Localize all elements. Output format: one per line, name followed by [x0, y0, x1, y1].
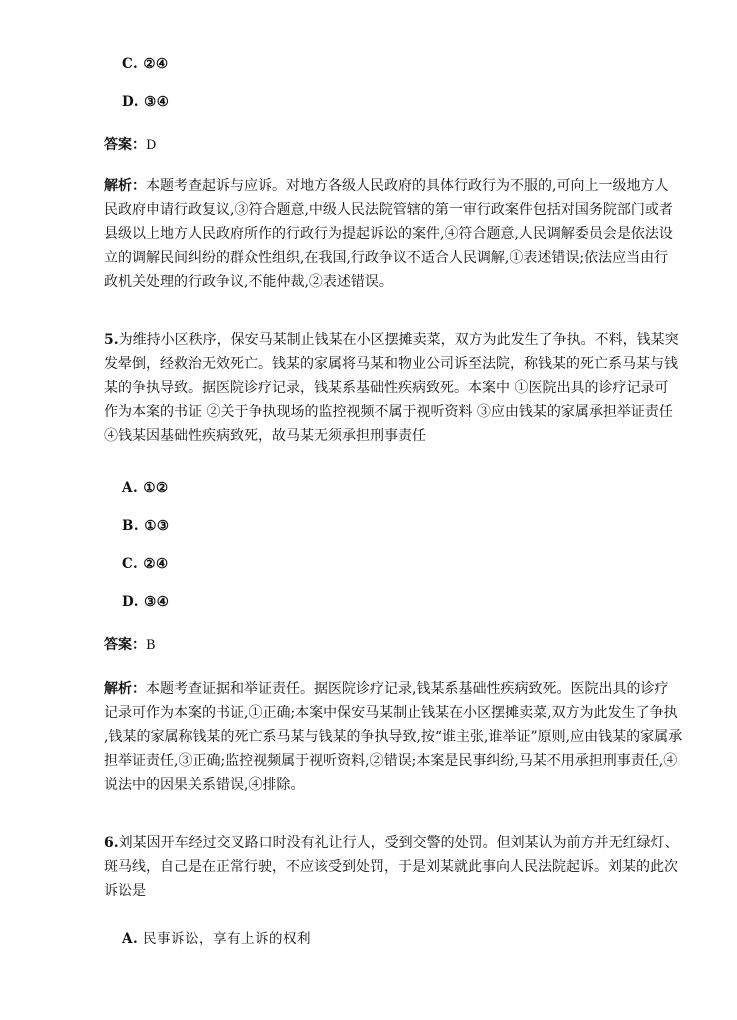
option-letter: C.	[122, 556, 139, 572]
stem-line: 刘某因开车经过交叉路口时没有礼让行人，受到交警的处罚。但刘某认为前方并无红绿灯、	[118, 835, 679, 851]
analysis-line: 本题考查证据和举证责任。据医院诊疗记录,钱某系基础性疾病致死。医院出具的诊疗	[146, 681, 669, 697]
stem-line: 作为本案的书证 ②关于争执现场的监控视频不属于视听资料 ③应由钱某的家属承担举证责任	[104, 404, 673, 420]
analysis-label: 解析：	[104, 681, 146, 697]
q4-answer	[104, 134, 156, 154]
analysis-label: 解析：	[104, 178, 146, 194]
option-text: ①③	[144, 518, 170, 534]
analysis-line: 民政府申请行政复议,③符合题意,中级人民法院管辖的第一审行政案件包括对国务院部门或者	[104, 202, 673, 218]
stem-line: ④钱某因基础性疾病致死，故马某无须承担刑事责任	[104, 428, 426, 444]
q4-analysis	[104, 174, 673, 294]
option-text: ②④	[143, 556, 169, 572]
option-b	[122, 518, 170, 534]
option-letter: C.	[122, 56, 139, 72]
analysis-line: ,钱某的家属称钱某的死亡系马某与钱某的争执导致,按“谁主张,谁举证”原则,应由钱某的家属承	[104, 729, 683, 745]
option-text: 民事诉讼，享有上诉的权利	[142, 931, 311, 947]
option-letter: B.	[122, 518, 140, 534]
option-letter: A.	[122, 931, 139, 947]
option-a	[122, 927, 311, 947]
option-d	[122, 594, 169, 610]
stem-line: 发晕倒，经救治无效死亡。钱某的家属将马某和物业公司诉至法院，称钱某的死亡系马某与钱	[104, 356, 678, 372]
question-number: 6.	[104, 835, 119, 851]
option-text: ③④	[144, 594, 170, 610]
analysis-line: 说法中的因果关系错误,④排除。	[104, 777, 305, 793]
analysis-line: 担举证责任,③正确;监控视频属于视听资料,②错误;本案是民事纠纷,马某不用承担刑事责任,④	[104, 753, 678, 769]
stem-line: 为维持小区秩序，保安马某制止钱某在小区摆摊卖菜，双方为此发生了争执。不料，钱某突	[118, 332, 679, 348]
analysis-line: 记录可作为本案的书证,①正确;本案中保安马某制止钱某在小区摆摊卖菜,双方为此发生了争执	[104, 705, 678, 721]
analysis-line: 县级以上地方人民政府所作的行政行为提起诉讼的案件,④符合题意,人民调解委员会是依法设	[104, 226, 673, 242]
option-a	[122, 480, 169, 496]
analysis-line: 政机关处理的行政争议,不能仲裁,②表述错误。	[104, 274, 393, 290]
option-text: ②④	[143, 56, 169, 72]
q5-stem	[104, 328, 679, 448]
option-text: ③④	[144, 94, 170, 110]
stem-line: 斑马线，自己是在正常行驶，不应该受到处罚，于是刘某就此事向人民法院起诉。刘某的此次	[104, 859, 678, 875]
answer-label: 答案：	[104, 637, 146, 653]
analysis-line: 本题考查起诉与应诉。对地方各级人民政府的具体行政行为不服的,可向上一级地方人	[146, 178, 669, 194]
option-letter: D.	[122, 94, 139, 110]
stem-line: 诉讼是	[104, 883, 146, 899]
answer-value: B	[146, 638, 156, 653]
option-c	[122, 56, 169, 72]
option-d	[122, 94, 169, 110]
option-letter: D.	[122, 594, 139, 610]
question-number: 5.	[104, 332, 119, 348]
analysis-line: 立的调解民间纠纷的群众性组织,在我国,行政争议不适合人民调解,①表述错误;依法应当由行	[104, 250, 669, 266]
q5-answer	[104, 634, 156, 654]
q5-analysis	[104, 677, 683, 797]
stem-line: 某的争执导致。据医院诊疗记录，钱某系基础性疾病致死。本案中 ①医院出具的诊疗记录可	[104, 380, 669, 396]
option-text: ①②	[143, 480, 169, 496]
answer-value: D	[146, 138, 157, 153]
q6-stem	[104, 831, 679, 903]
answer-label: 答案：	[104, 137, 146, 153]
option-letter: A.	[122, 480, 139, 496]
option-c	[122, 556, 169, 572]
